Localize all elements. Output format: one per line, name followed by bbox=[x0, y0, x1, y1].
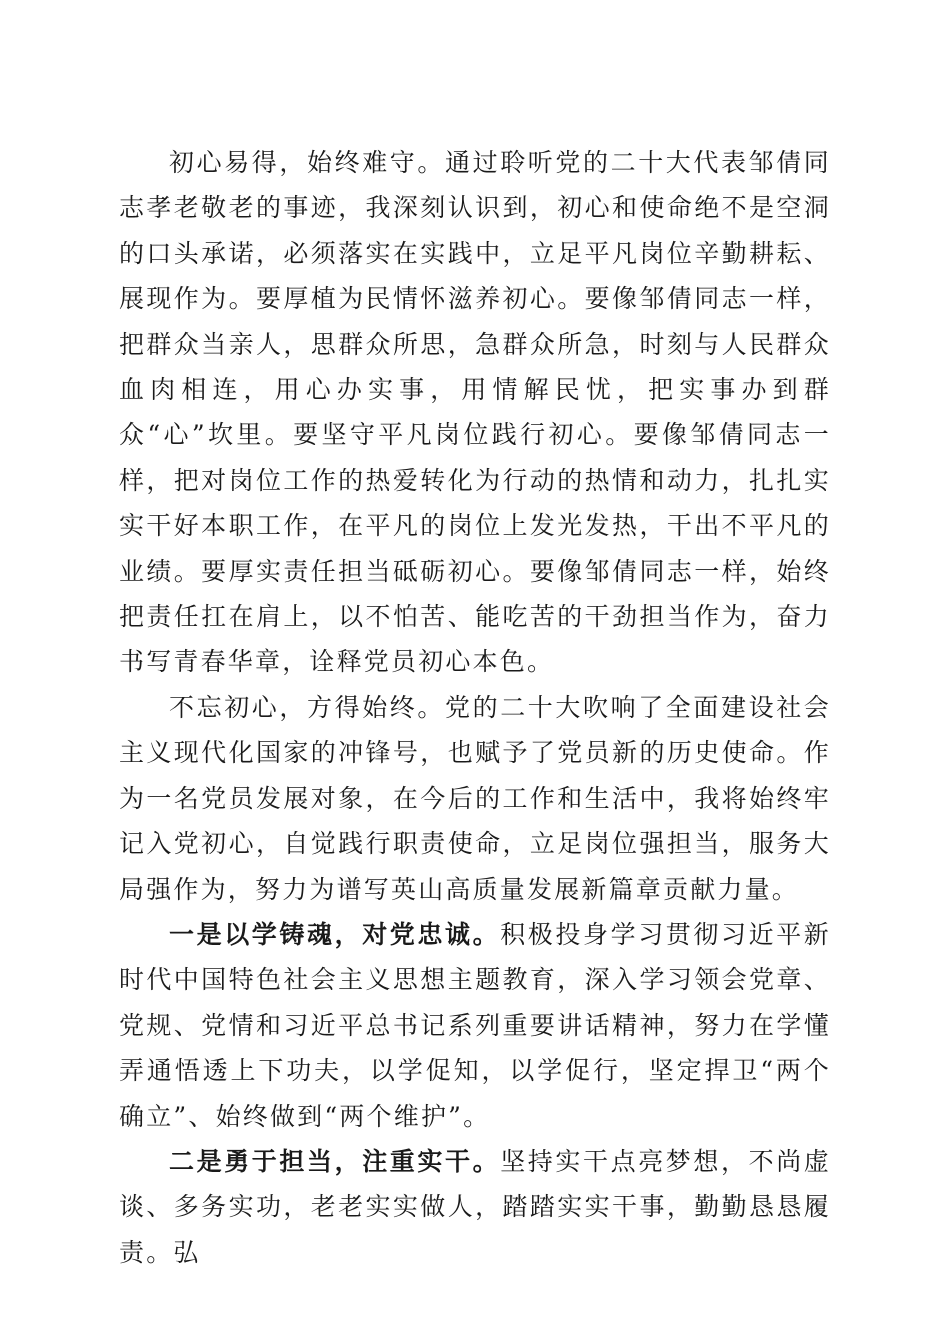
paragraph-4 bbox=[119, 1139, 831, 1275]
paragraph-4-text: 坚持实干点亮梦想，不尚虚谈、多务实功，老老实实做人，踏踏实实干事，勤勤恳恳履责。弘 bbox=[119, 1146, 831, 1267]
paragraph-2-text: 不忘初心，方得始终。党的二十大吹响了全面建设社会主义现代化国家的冲锋号，也赋予了党员新的历史使命。作为一名党员发展对象，在今后的工作和生活中，我将始终牢记入党初心，自觉践行职责使命，立足岗位强担当，服务大局强作为，努力为谱写英山高质量发展新篇章贡献力量。 bbox=[119, 692, 831, 904]
paragraph-4-lead: 二是勇于担当，注重实干。 bbox=[169, 1146, 501, 1176]
document-body bbox=[119, 140, 831, 1275]
paragraph-3-text: 积极投身学习贯彻习近平新时代中国特色社会主义思想主题教育，深入学习领会党章、党规、党情和习近平总书记系列重要讲话精神，努力在学懂弄通悟透上下功夫，以学促知，以学促行，坚定捍卫“两个确立”、始终做到“两个维护”。 bbox=[119, 919, 831, 1131]
paragraph-3-lead: 一是以学铸魂，对党忠诚。 bbox=[169, 919, 501, 949]
paragraph-1-text: 初心易得，始终难守。通过聆听党的二十大代表邹倩同志孝老敬老的事迹，我深刻认识到，初心和使命绝不是空洞的口头承诺，必须落实在实践中，立足平凡岗位辛勤耕耘、展现作为。要厚植为民情怀滋养初心。要像邹倩同志一样，把群众当亲人，思群众所思，急群众所急，时刻与人民群众血肉相连，用心办实事，用情解民忧，把实事办到群众“心”坎里。要坚守平凡岗位践行初心。要像邹倩同志一样，把对岗位工作的热爱转化为行动的热情和动力，扎扎实实干好本职工作，在平凡的岗位上发光发热，干出不平凡的业绩。要厚实责任担当砥砺初心。要像邹倩同志一样，始终把责任扛在肩上，以不怕苦、能吃苦的干劲担当作为，奋力书写青春华章，诠释党员初心本色。 bbox=[119, 148, 831, 677]
paragraph-3 bbox=[119, 912, 831, 1139]
paragraph-1 bbox=[119, 140, 831, 685]
paragraph-2 bbox=[119, 685, 831, 912]
